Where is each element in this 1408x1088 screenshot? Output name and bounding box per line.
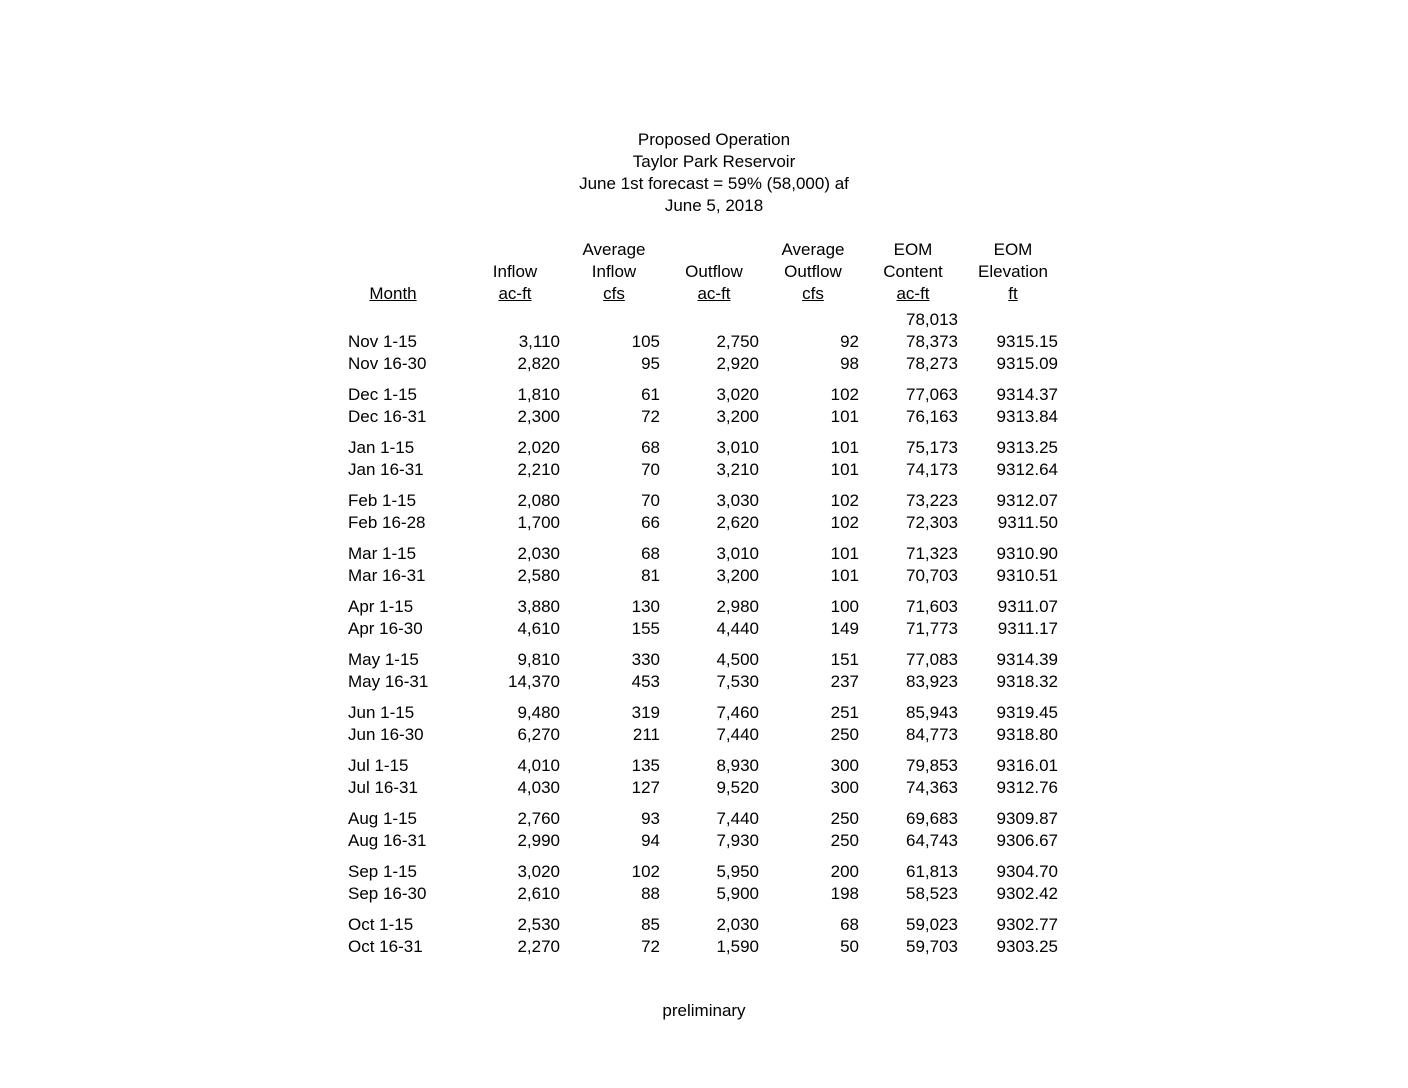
table-cell-outflow: 5,900 [716, 884, 759, 903]
table-cell-outflow: 2,620 [716, 513, 759, 532]
column-header-outflow [659, 239, 769, 305]
table-cell-month: Jul 16-31 [348, 778, 418, 797]
table-cell-eom-content: 72,303 [906, 513, 958, 532]
header-line-2: Inflow [492, 262, 538, 281]
header-unit: ac-ft [896, 284, 930, 303]
table-cell-eom-elevation: 9312.76 [996, 778, 1058, 797]
table-cell-avg-outflow: 300 [830, 756, 859, 775]
table-cell-avg-inflow: 88 [641, 884, 660, 903]
table-cell-inflow: 2,210 [517, 460, 560, 479]
header-line-1 [338, 239, 448, 261]
table-cell-avg-outflow: 68 [840, 915, 859, 934]
table-cell-inflow: 4,030 [517, 778, 560, 797]
table-cell-avg-outflow: 237 [830, 672, 859, 691]
table-cell-inflow: 2,020 [517, 438, 560, 457]
table-cell-inflow: 4,610 [517, 619, 560, 638]
table-cell-avg-inflow: 68 [641, 438, 660, 457]
table-cell-eom-elevation: 9311.50 [997, 513, 1058, 532]
table-cell-month: Dec 16-31 [348, 407, 427, 426]
table-cell-avg-outflow: 250 [830, 809, 859, 828]
table-cell-month: May 16-31 [348, 672, 429, 691]
table-cell-inflow: 2,530 [517, 915, 560, 934]
title-line-2: Taylor Park Reservoir [632, 152, 796, 171]
table-cell-avg-inflow: 135 [631, 756, 660, 775]
table-cell-month: Jan 16-31 [348, 460, 424, 479]
table-cell-month: Nov 1-15 [348, 332, 417, 351]
table-cell-eom-content: 71,603 [906, 597, 958, 616]
table-cell-eom-elevation: 9315.09 [996, 354, 1058, 373]
table-cell-outflow: 2,030 [716, 915, 759, 934]
header-unit: cfs [802, 284, 824, 303]
table-cell-outflow: 3,010 [716, 438, 759, 457]
table-cell-outflow: 3,020 [716, 385, 759, 404]
table-cell-inflow: 2,610 [517, 884, 560, 903]
table-cell-avg-inflow: 330 [631, 650, 660, 669]
table-cell-eom-elevation: 9315.15 [996, 332, 1058, 351]
table-cell-outflow: 2,750 [716, 332, 759, 351]
table-cell-month: Mar 1-15 [348, 544, 417, 563]
table-cell-outflow: 2,920 [716, 354, 759, 373]
table-cell-avg-inflow: 155 [631, 619, 660, 638]
table-cell-inflow: 4,010 [517, 756, 560, 775]
table-cell-eom-elevation: 9312.64 [996, 460, 1058, 479]
table-cell-avg-outflow: 198 [830, 884, 859, 903]
header-unit: ac-ft [498, 284, 532, 303]
table-cell-eom-content: 85,943 [906, 703, 958, 722]
table-cell-outflow: 4,500 [716, 650, 759, 669]
table-cell-month: Feb 16-28 [348, 513, 426, 532]
column-header-avg-inflow [559, 239, 669, 305]
table-cell-outflow: 3,200 [716, 566, 759, 585]
table-cell-avg-outflow: 101 [830, 407, 859, 426]
table-cell-month: Aug 1-15 [348, 809, 417, 828]
table-cell-eom-content: 58,523 [906, 884, 958, 903]
table-cell-avg-outflow: 101 [830, 566, 859, 585]
table-cell-avg-outflow: 100 [830, 597, 859, 616]
header-line-2: Outflow [685, 262, 743, 281]
table-cell-avg-outflow: 101 [830, 544, 859, 563]
table-cell-month: Nov 16-30 [348, 354, 427, 373]
table-cell-avg-inflow: 105 [631, 332, 660, 351]
table-cell-outflow: 1,590 [716, 937, 759, 956]
table-cell-avg-inflow: 72 [641, 937, 660, 956]
title-line-1: Proposed Operation [637, 130, 791, 149]
table-cell-inflow: 14,370 [508, 672, 560, 691]
header-line-2: Content [883, 262, 943, 281]
table-cell-month: Jun 16-30 [348, 725, 424, 744]
column-header-eom-elevation [958, 239, 1068, 305]
table-cell-outflow: 9,520 [716, 778, 759, 797]
table-cell-eom-elevation: 9313.84 [996, 407, 1058, 426]
table-cell-outflow: 7,530 [716, 672, 759, 691]
table-cell-month: Oct 16-31 [348, 937, 423, 956]
table-cell-avg-outflow: 250 [830, 725, 859, 744]
table-cell-eom-elevation: 9311.17 [997, 619, 1058, 638]
table-cell-avg-inflow: 70 [641, 491, 660, 510]
title-line-3: June 1st forecast = 59% (58,000) af [579, 174, 849, 193]
table-cell-avg-inflow: 130 [631, 597, 660, 616]
table-cell-month: Apr 16-30 [348, 619, 423, 638]
table-cell-outflow: 7,930 [716, 831, 759, 850]
table-cell-inflow: 3,880 [517, 597, 560, 616]
table-cell-eom-elevation: 9319.45 [996, 703, 1058, 722]
table-cell-month: Feb 1-15 [348, 491, 417, 510]
header-unit: cfs [603, 284, 625, 303]
table-cell-eom-elevation: 9318.80 [996, 725, 1058, 744]
table-cell-avg-outflow: 151 [830, 650, 859, 669]
table-cell-inflow: 9,810 [517, 650, 560, 669]
table-cell-eom-content: 84,773 [906, 725, 958, 744]
table-cell-avg-inflow: 81 [641, 566, 660, 585]
table-cell-eom-elevation: 9304.70 [996, 862, 1058, 881]
table-cell-avg-inflow: 85 [641, 915, 660, 934]
table-cell-eom-content: 59,023 [906, 915, 958, 934]
table-cell-month: Jul 1-15 [348, 756, 409, 775]
header-unit: Month [369, 284, 417, 303]
table-cell-outflow: 4,440 [716, 619, 759, 638]
table-cell-eom-elevation: 9312.07 [996, 491, 1058, 510]
table-cell-eom-content: 75,173 [906, 438, 958, 457]
table-cell-avg-outflow: 300 [830, 778, 859, 797]
table-cell-eom-content: 79,853 [906, 756, 958, 775]
table-cell-avg-outflow: 50 [840, 937, 859, 956]
table-cell-avg-inflow: 61 [641, 385, 660, 404]
table-cell-eom-elevation: 9311.07 [997, 597, 1058, 616]
table-cell-eom-content: 77,083 [906, 650, 958, 669]
table-cell-avg-outflow: 149 [830, 619, 859, 638]
header-unit: ft [1008, 284, 1018, 303]
table-cell-inflow: 3,020 [517, 862, 560, 881]
header-line-1 [659, 239, 769, 261]
table-cell-month: Mar 16-31 [348, 566, 426, 585]
table-cell-eom-content: 74,173 [906, 460, 958, 479]
table-cell-avg-inflow: 319 [631, 703, 660, 722]
table-cell-eom-elevation: 9310.51 [996, 566, 1058, 585]
initial-content-value: 78,013 [906, 310, 958, 329]
header-line-1 [460, 239, 570, 261]
table-cell-avg-inflow: 127 [631, 778, 660, 797]
table-cell-eom-content: 73,223 [906, 491, 958, 510]
table-cell-avg-outflow: 101 [830, 438, 859, 457]
table-cell-avg-inflow: 94 [641, 831, 660, 850]
table-cell-eom-content: 69,683 [906, 809, 958, 828]
table-cell-eom-elevation: 9303.25 [996, 937, 1058, 956]
table-cell-avg-inflow: 95 [641, 354, 660, 373]
table-cell-eom-content: 59,703 [906, 937, 958, 956]
table-cell-eom-content: 78,273 [906, 354, 958, 373]
table-cell-eom-elevation: 9313.25 [996, 438, 1058, 457]
header-line-1: Average [781, 240, 845, 259]
table-cell-eom-content: 74,363 [906, 778, 958, 797]
header-line-1: Average [582, 240, 646, 259]
table-cell-avg-outflow: 251 [830, 703, 859, 722]
table-cell-month: Sep 1-15 [348, 862, 417, 881]
table-cell-inflow: 2,080 [517, 491, 560, 510]
table-cell-inflow: 6,270 [517, 725, 560, 744]
table-cell-outflow: 8,930 [716, 756, 759, 775]
preliminary-note: preliminary [662, 1001, 746, 1020]
table-cell-month: Aug 16-31 [348, 831, 427, 850]
column-header-month [338, 239, 448, 305]
table-cell-outflow: 3,200 [716, 407, 759, 426]
table-cell-eom-content: 61,813 [906, 862, 958, 881]
table-cell-inflow: 2,990 [517, 831, 560, 850]
table-cell-inflow: 2,270 [517, 937, 560, 956]
title-line-4: June 5, 2018 [664, 196, 764, 215]
table-cell-inflow: 2,580 [517, 566, 560, 585]
table-cell-avg-outflow: 102 [830, 513, 859, 532]
table-cell-eom-content: 77,063 [906, 385, 958, 404]
table-cell-outflow: 7,440 [716, 725, 759, 744]
header-line-2 [338, 261, 448, 283]
table-cell-avg-outflow: 92 [840, 332, 859, 351]
table-cell-eom-elevation: 9306.67 [996, 831, 1058, 850]
table-cell-month: Dec 1-15 [348, 385, 417, 404]
table-cell-eom-content: 70,703 [906, 566, 958, 585]
table-cell-avg-inflow: 93 [641, 809, 660, 828]
table-cell-eom-elevation: 9314.37 [996, 385, 1058, 404]
table-cell-eom-elevation: 9318.32 [996, 672, 1058, 691]
table-cell-outflow: 3,010 [716, 544, 759, 563]
table-cell-outflow: 5,950 [716, 862, 759, 881]
table-cell-inflow: 2,300 [517, 407, 560, 426]
table-cell-inflow: 2,820 [517, 354, 560, 373]
table-cell-avg-inflow: 102 [631, 862, 660, 881]
table-cell-avg-outflow: 101 [830, 460, 859, 479]
table-cell-month: Oct 1-15 [348, 915, 414, 934]
table-cell-outflow: 7,460 [716, 703, 759, 722]
header-line-1: EOM [993, 240, 1033, 259]
table-cell-outflow: 3,030 [716, 491, 759, 510]
table-cell-outflow: 2,980 [716, 597, 759, 616]
header-unit: ac-ft [697, 284, 731, 303]
table-cell-avg-inflow: 453 [631, 672, 660, 691]
table-cell-eom-elevation: 9309.87 [996, 809, 1058, 828]
table-cell-eom-elevation: 9316.01 [996, 756, 1058, 775]
column-header-inflow [460, 239, 570, 305]
table-cell-avg-outflow: 250 [830, 831, 859, 850]
table-cell-month: Jan 1-15 [348, 438, 415, 457]
table-cell-avg-inflow: 70 [641, 460, 660, 479]
table-cell-avg-inflow: 66 [641, 513, 660, 532]
table-cell-inflow: 2,760 [517, 809, 560, 828]
column-header-avg-outflow [758, 239, 868, 305]
table-cell-eom-content: 71,323 [906, 544, 958, 563]
table-cell-outflow: 7,440 [716, 809, 759, 828]
table-cell-inflow: 1,700 [517, 513, 560, 532]
document-title [464, 129, 964, 217]
header-line-2: Inflow [591, 262, 637, 281]
table-cell-eom-content: 78,373 [906, 332, 958, 351]
table-cell-inflow: 3,110 [518, 332, 560, 351]
table-cell-avg-outflow: 102 [830, 385, 859, 404]
table-cell-eom-content: 71,773 [906, 619, 958, 638]
header-line-1: EOM [893, 240, 933, 259]
table-cell-avg-inflow: 72 [641, 407, 660, 426]
table-cell-avg-inflow: 211 [632, 725, 660, 744]
table-cell-avg-inflow: 68 [641, 544, 660, 563]
table-cell-month: Sep 16-30 [348, 884, 427, 903]
table-cell-avg-outflow: 200 [830, 862, 859, 881]
header-line-2: Elevation [978, 262, 1048, 281]
table-cell-month: Apr 1-15 [348, 597, 414, 616]
table-cell-avg-outflow: 102 [830, 491, 859, 510]
table-cell-inflow: 2,030 [517, 544, 560, 563]
column-header-eom-content [858, 239, 968, 305]
header-line-2: Outflow [784, 262, 842, 281]
table-cell-eom-elevation: 9314.39 [996, 650, 1058, 669]
table-cell-outflow: 3,210 [716, 460, 759, 479]
table-cell-inflow: 1,810 [517, 385, 560, 404]
table-cell-month: May 1-15 [348, 650, 419, 669]
table-cell-avg-outflow: 98 [840, 354, 859, 373]
table-cell-inflow: 9,480 [517, 703, 560, 722]
table-cell-eom-elevation: 9302.77 [996, 915, 1058, 934]
table-cell-eom-content: 64,743 [906, 831, 958, 850]
table-cell-eom-content: 76,163 [906, 407, 958, 426]
table-cell-month: Jun 1-15 [348, 703, 415, 722]
table-cell-eom-elevation: 9302.42 [996, 884, 1058, 903]
table-cell-eom-elevation: 9310.90 [996, 544, 1058, 563]
table-cell-eom-content: 83,923 [906, 672, 958, 691]
